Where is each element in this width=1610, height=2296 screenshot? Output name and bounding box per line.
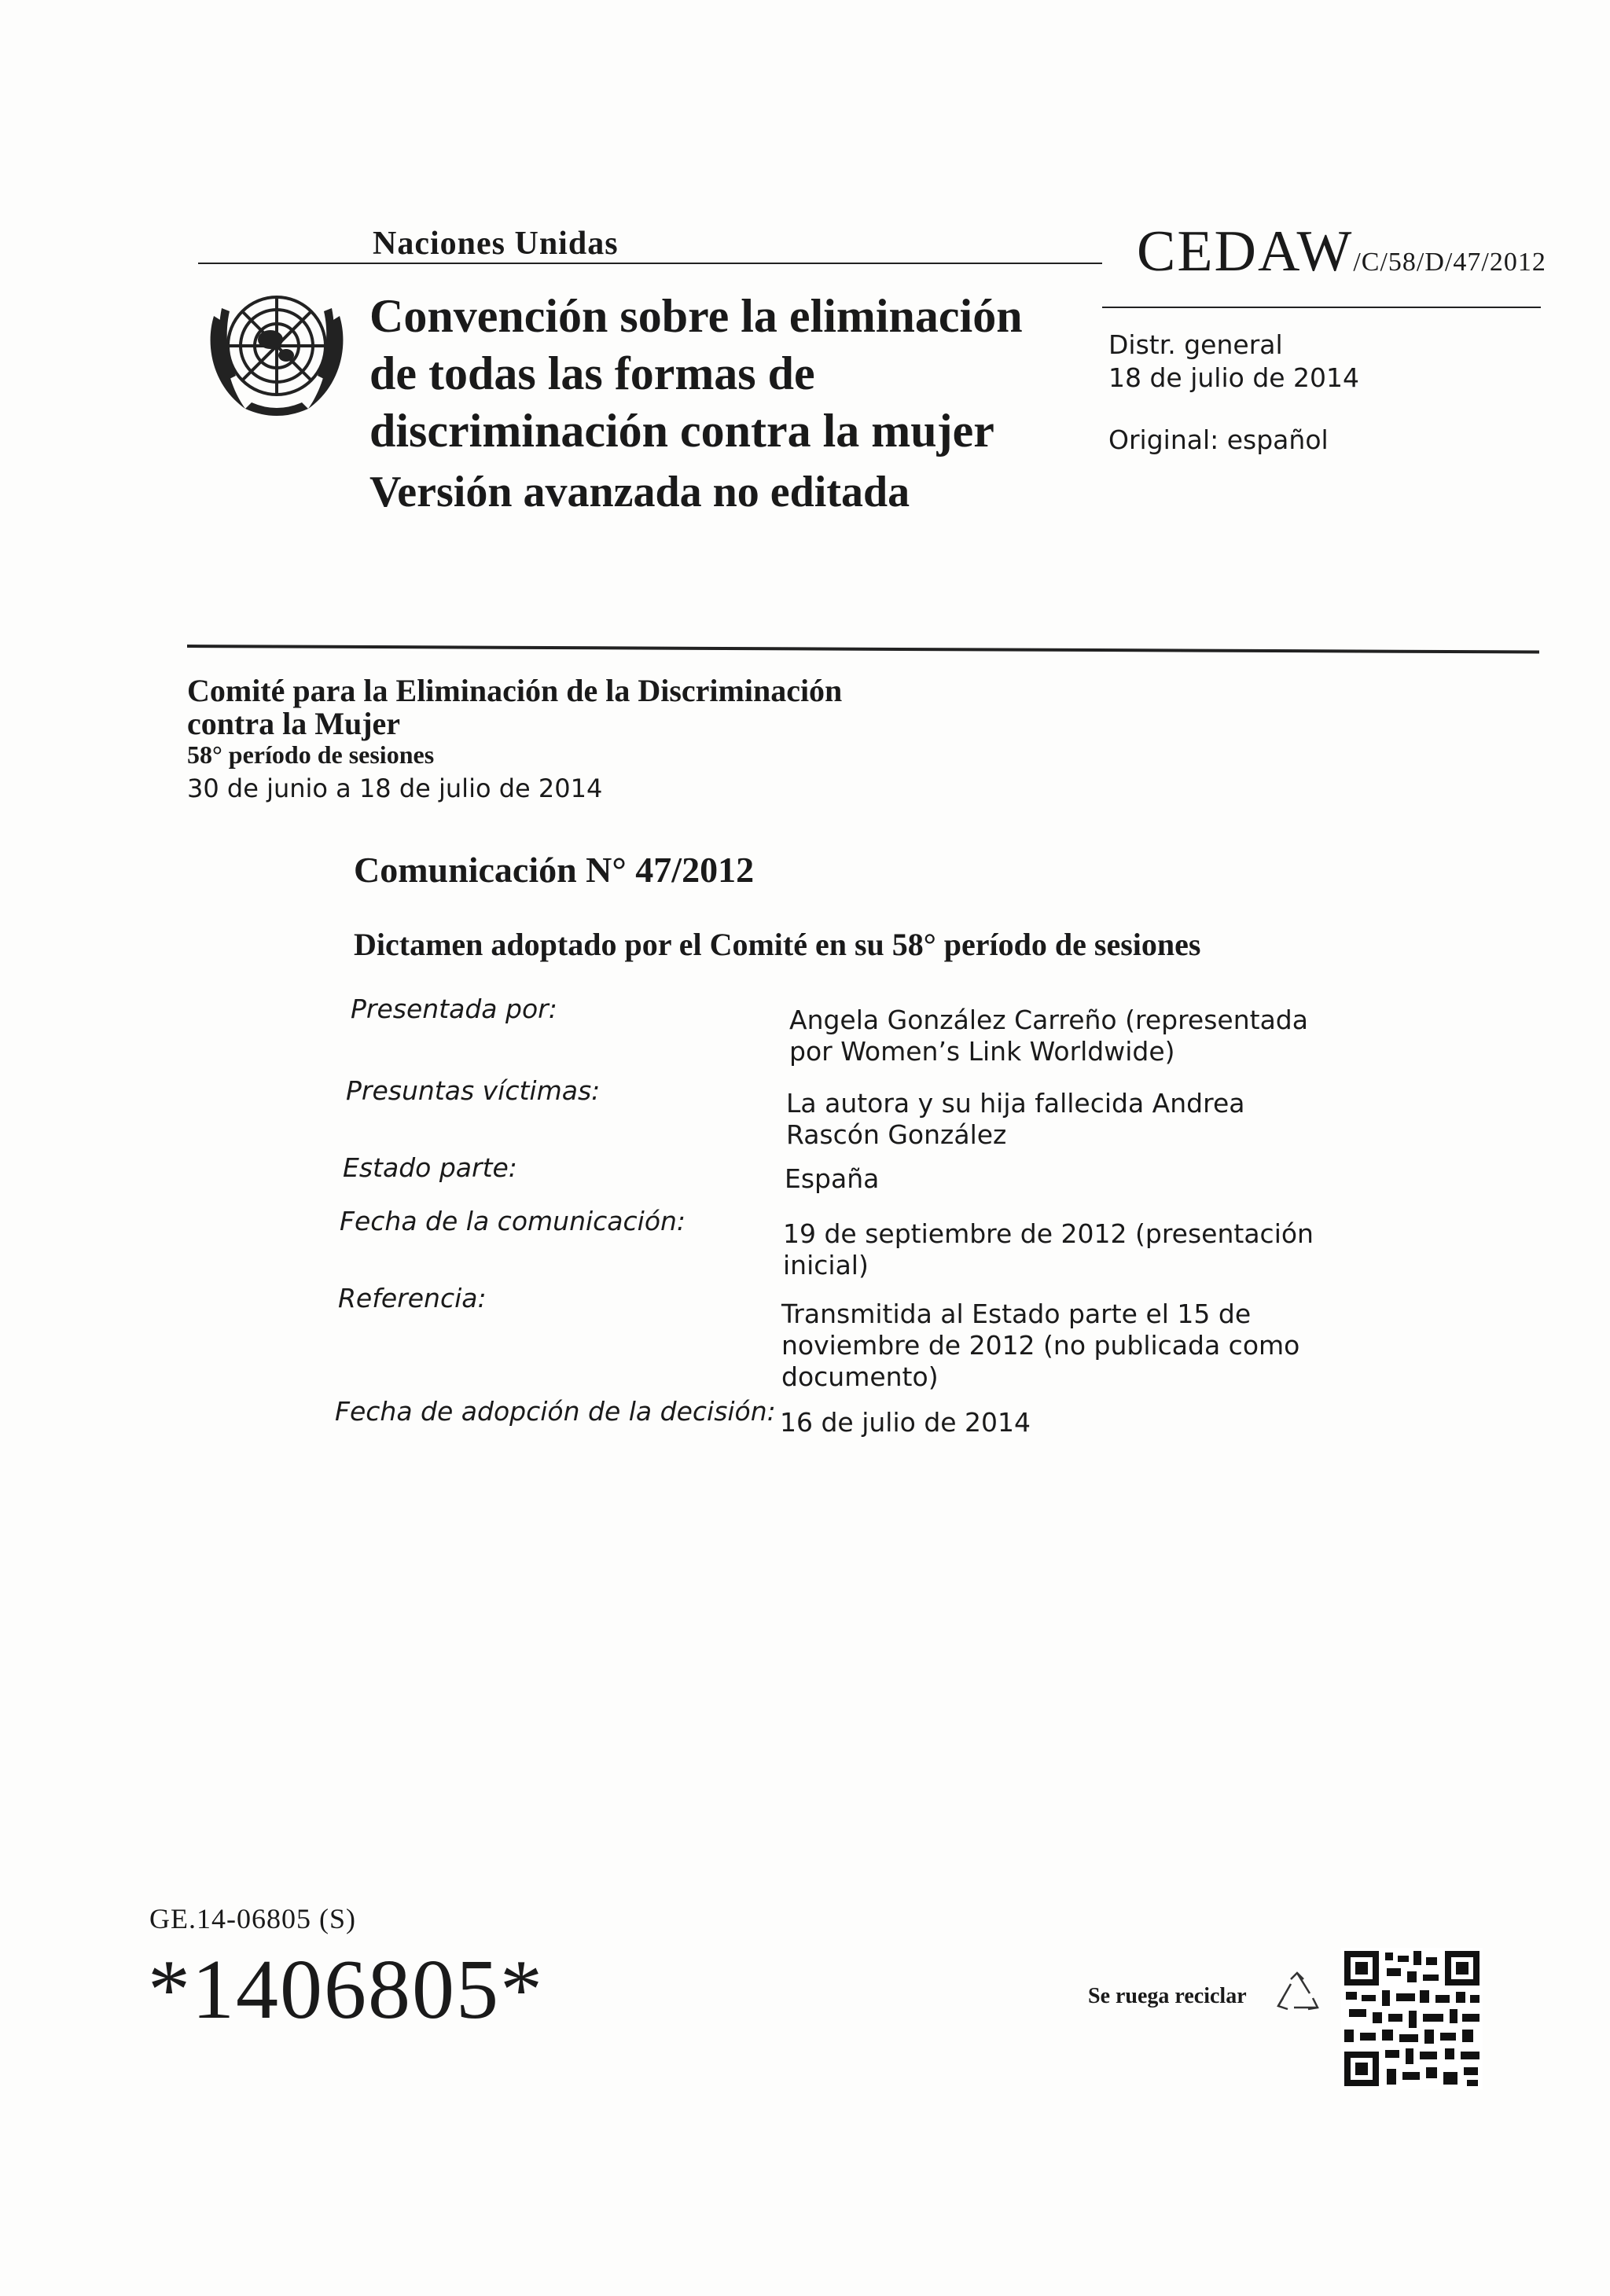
barcode-text: *1406805* [148,1943,544,2037]
original-language: Original: español [1108,424,1329,455]
job-number: GE.14-06805 (S) [149,1903,356,1934]
header-rule-left [198,263,1102,264]
session: 58° período de sesiones [187,740,435,769]
metadata-value: España [785,1163,880,1194]
metadata-label: Estado parte: [343,1152,517,1183]
metadata-label: Presentada por: [351,994,557,1024]
recycle-note: Se ruega reciclar [1088,1984,1247,2008]
qr-code-icon [1341,1948,1483,2089]
communication-subtitle: Dictamen adoptado por el Comité en su 58° período de sesiones [354,927,1201,962]
convention-title [369,288,1077,460]
un-emblem-icon [198,277,355,424]
session-dates: 30 de junio a 18 de julio de 2014 [187,773,603,803]
committee-name-line: contra la Mujer [187,706,401,741]
distribution: Distr. general [1108,329,1283,360]
metadata-label: Presuntas víctimas: [346,1075,601,1106]
metadata-value: Transmitida al Estado parte el 15 de noviembre de 2012 (no publicada como documento) [781,1299,1300,1392]
metadata-value: Angela González Carreño (representada por Women’s Link Worldwide) [789,1005,1308,1067]
communication-title: Comunicación N° 47/2012 [354,850,755,890]
metadata-value: La autora y su hija fallecida Andrea Rascón González [786,1088,1245,1150]
committee-name [187,674,1052,740]
distribution-date: 18 de julio de 2014 [1108,362,1360,393]
title-line: de todas las formas de [369,347,815,399]
document-symbol-main: CEDAW [1137,219,1354,284]
document-symbol [1137,219,1546,285]
version-note: Versión avanzada no editada [369,468,910,516]
metadata-label: Fecha de adopción de la decisión: [335,1396,776,1427]
recycle-icon [1274,1970,1321,2017]
metadata-label: Referencia: [338,1283,487,1313]
document-symbol-suffix: /C/58/D/47/2012 [1353,248,1546,277]
metadata-label: Fecha de la comunicación: [340,1206,686,1236]
title-line: Convención sobre la eliminación [369,290,1023,342]
metadata-value: 19 de septiembre de 2012 (presentación inicial) [783,1218,1314,1280]
section-divider [187,645,1539,654]
header-rule-right [1102,307,1541,308]
metadata-value: 16 de julio de 2014 [780,1407,1031,1438]
committee-name-line: Comité para la Eliminación de la Discriminación [187,673,843,708]
title-line: discriminación contra la mujer [369,405,994,457]
distribution-block [1108,329,1359,395]
organization-name: Naciones Unidas [373,226,619,262]
